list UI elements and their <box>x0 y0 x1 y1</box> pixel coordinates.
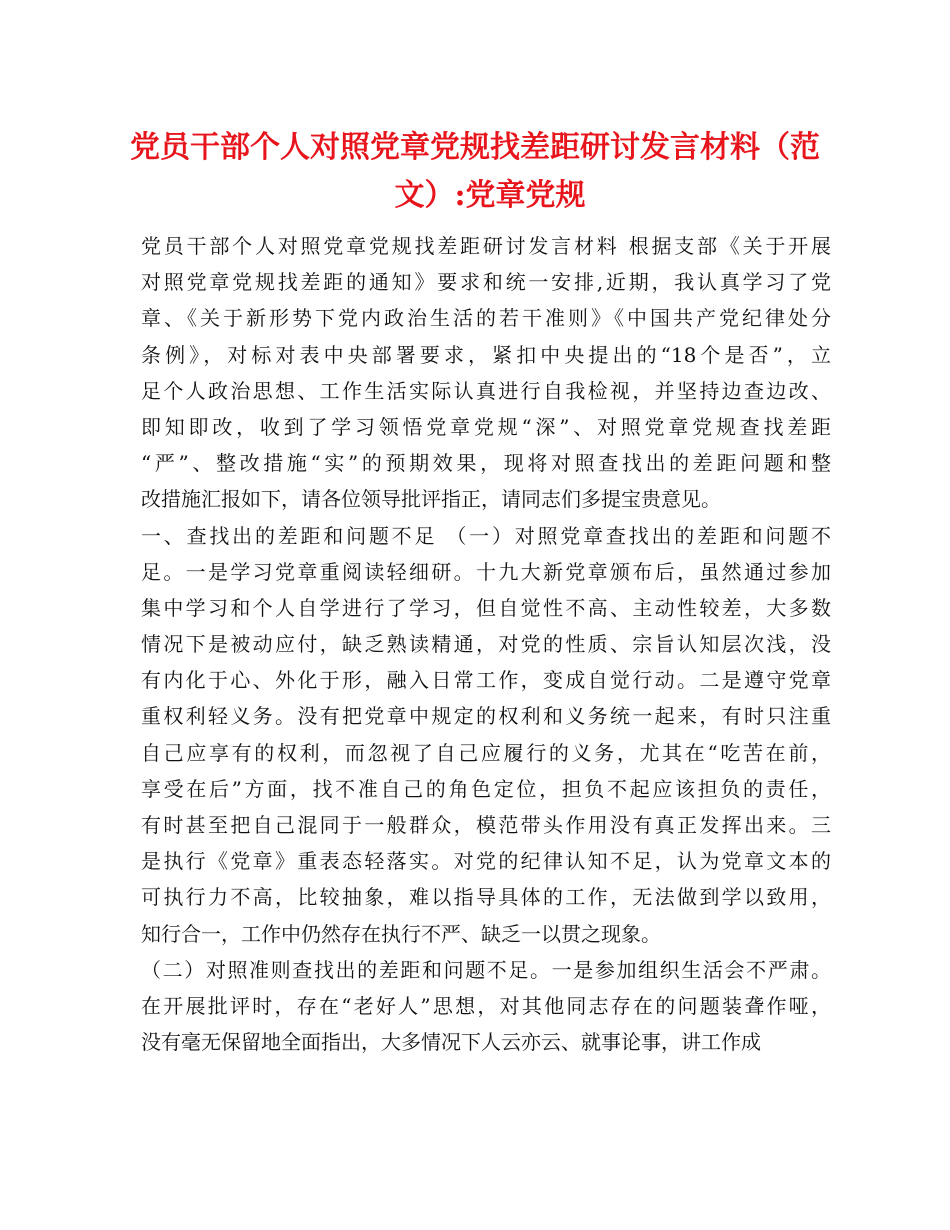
body-text-line: “严”、整改措施“实”的预期效果，现将对照查找出的差距问题和整 <box>141 451 831 476</box>
body-text-line: 对照党章党规找差距的通知》要求和统一安排,近期，我认真学习了党 <box>141 270 831 295</box>
body-text-line: 集中学习和个人自学进行了学习，但自觉性不高、主动性较差，大多数 <box>141 595 831 620</box>
body-text-line: 在开展批评时，存在“老好人”思想，对其他同志存在的问题装聋作哑， <box>141 993 831 1018</box>
body-text-line: 有时甚至把自己混同于一般群众，模范带头作用没有真正发挥出来。三 <box>141 813 831 837</box>
body-text-line: 章、《关于新形势下党内政治生活的若干准则》《中国共产党纪律处分 <box>141 306 831 331</box>
title-line: 党员干部个人对照党章党规找差距研讨发言材料（范 <box>130 130 820 165</box>
body-text-line: 可执行力不高，比较抽象，难以指导具体的工作，无法做到学以致用， <box>141 885 831 910</box>
body-text-line: 条例》，对标对表中央部署要求，紧扣中央提出的“18个是否”，立 <box>141 342 831 367</box>
body-text-line: 一、查找出的差距和问题不足 （一）对照党章查找出的差距和问题不 <box>141 523 831 548</box>
body-text-line: 足。一是学习党章重阅读轻细研。十九大新党章颁布后，虽然通过参加 <box>141 559 831 584</box>
body-text-line: 党员干部个人对照党章党规找差距研讨发言材料 根据支部《关于开展 <box>141 234 831 258</box>
body-text-line: 自己应享有的权利，而忽视了自己应履行的义务，尤其在“吃苦在前， <box>141 740 831 765</box>
body-text-line: 足个人政治思想、工作生活实际认真进行自我检视，并坚持边查边改、 <box>141 378 831 403</box>
document-title <box>120 124 830 220</box>
body-text-line: 重权利轻义务。没有把党章中规定的权利和义务统一起来，有时只注重 <box>141 704 831 729</box>
body-text-line: 没有毫无保留地全面指出，大多情况下人云亦云、就事论事，讲工作成 <box>141 1030 761 1055</box>
body-text-line: 是执行《党章》重表态轻落实。对党的纪律认知不足，认为党章文本的 <box>141 849 831 874</box>
body-text-line: 享受在后”方面，找不准自己的角色定位，担负不起应该担负的责任， <box>141 776 831 801</box>
document-body <box>141 228 831 1060</box>
body-text-line: 有内化于心、外化于形，融入日常工作，变成自觉行动。二是遵守党章 <box>141 668 831 693</box>
body-text-line: （二）对照准则查找出的差距和问题不足。一是参加组织生活会不严肃。 <box>141 957 831 982</box>
body-text-line: 知行合一，工作中仍然存在执行不严、缺乏一以贯之现象。 <box>141 921 661 946</box>
title-line: 文）:党章党规 <box>394 178 586 213</box>
body-text-line: 改措施汇报如下，请各位领导批评指正，请同志们多提宝贵意见。 <box>141 487 721 512</box>
body-text-line: 情况下是被动应付，缺乏熟读精通，对党的性质、宗旨认知层次浅，没 <box>141 632 831 657</box>
body-text-line: 即知即改，收到了学习领悟党章党规“深”、对照党章党规查找差距 <box>141 414 831 439</box>
